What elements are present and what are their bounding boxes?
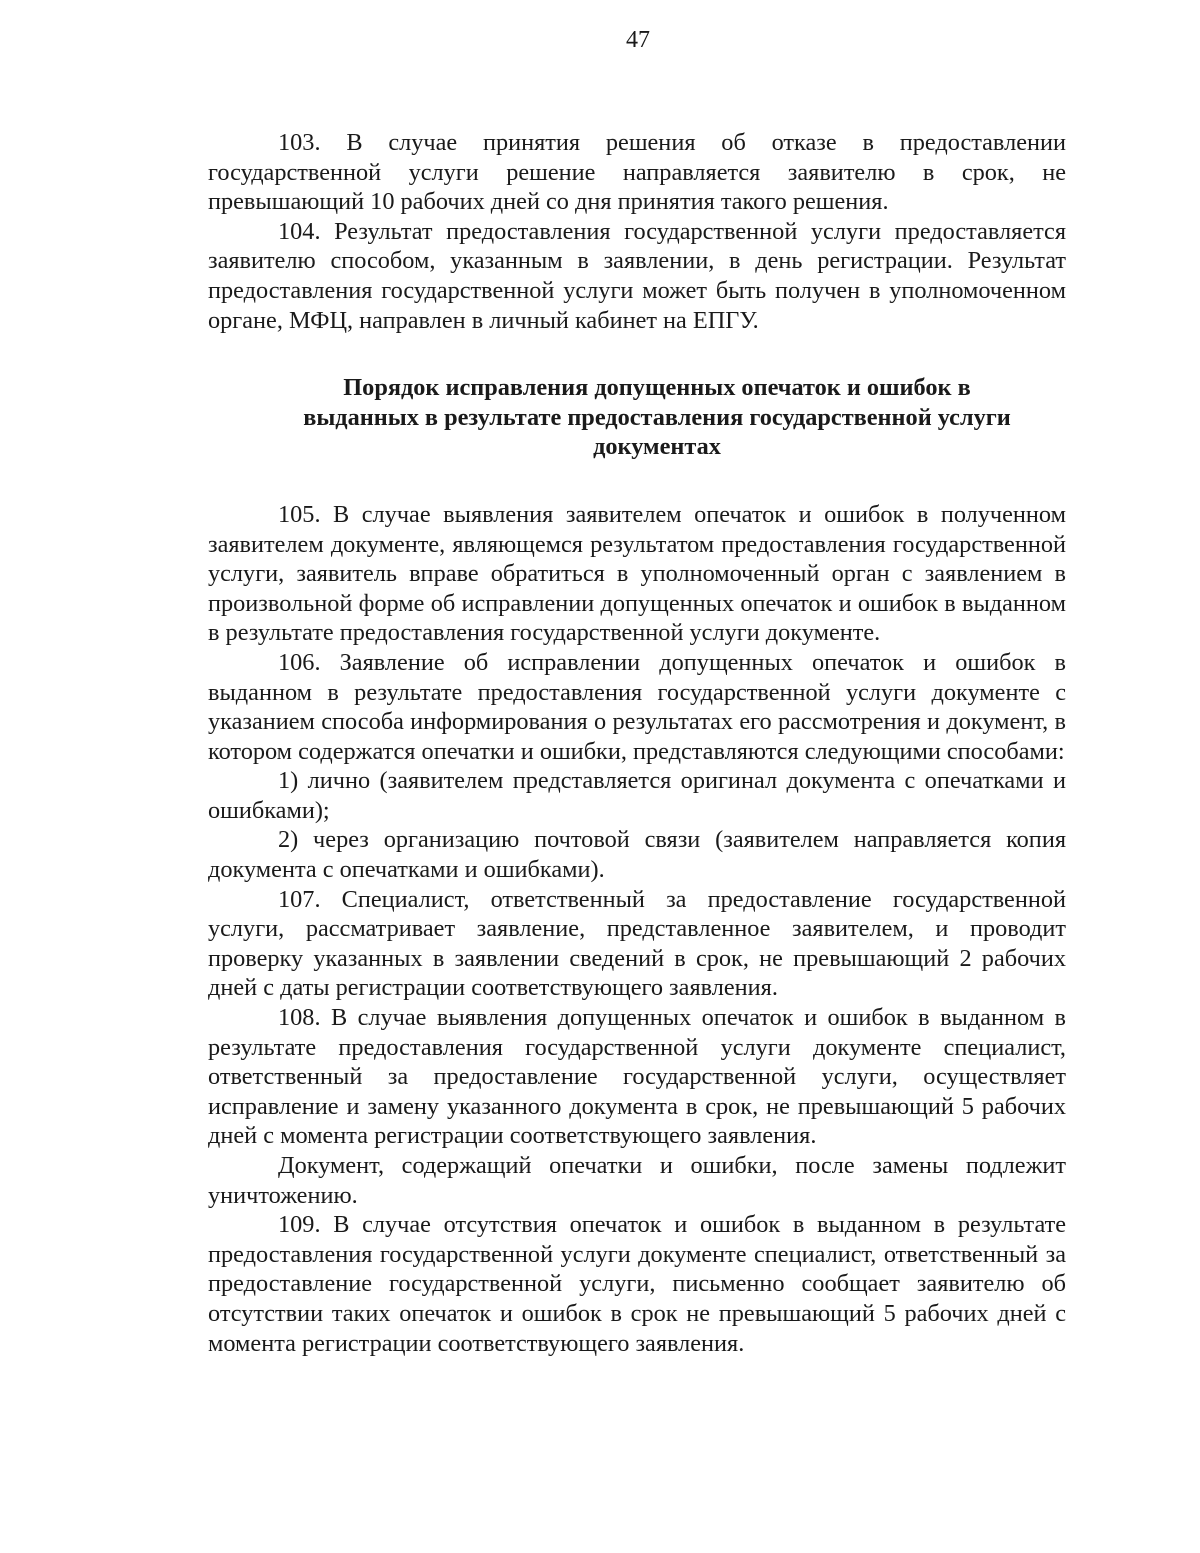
section-heading xyxy=(248,373,1066,462)
paragraph-104: 104. Результат предоставления государственной услуги предоставляется заявителю способом, указанным в заявлении, в день регистрации. Результат предоставления государственной услуги может быть получен в уполномоченном органе, МФЦ, направлен в личный кабинет на ЕПГУ. xyxy=(208,217,1066,334)
paragraph-document-destruction: Документ, содержащий опечатки и ошибки, после замены подлежит уничтожению. xyxy=(208,1152,1066,1209)
section-heading-line-2: выданных в результате предоставления государственной услуги xyxy=(303,403,1011,431)
paragraph-106: 106. Заявление об исправлении допущенных опечаток и ошибок в выданном в результате предоставления государственной услуги документе с указанием способа информирования о результатах его рассмотрения и документ, в котором содержатся опечатки и ошибки, представляются следующими способами: xyxy=(208,648,1066,765)
section-heading-line-1: Порядок исправления допущенных опечаток и ошибок в xyxy=(343,374,971,402)
paragraph-105: 105. В случае выявления заявителем опечаток и ошибок в полученном заявителем документе, являющемся результатом предоставления государственной услуги, заявитель вправе обратиться в уполномоченный орган с заявлением в произвольной форме об исправлении допущенных опечаток и ошибок в выданном в результате предоставления государственной услуги документе. xyxy=(208,500,1066,647)
page-number: 47 xyxy=(626,27,650,53)
section-heading-line-3: документах xyxy=(593,433,721,461)
document-body xyxy=(208,128,1066,1358)
paragraph-109: 109. В случае отсутствия опечаток и ошибок в выданном в результате предоставления государственной услуги документе специалист, ответственный за предоставление государственной услуги, письменно сообщает заявителю об отсутствии таких опечаток и ошибок в срок не превышающий 5 рабочих дней с момента регистрации соответствующего заявления. xyxy=(208,1211,1066,1357)
list-item-2: 2) через организацию почтовой связи (заявителем направляется копия документа с опечатками и ошибками). xyxy=(208,826,1066,884)
paragraph-108: 108. В случае выявления допущенных опечаток и ошибок в выданном в результате предоставления государственной услуги документе специалист, ответственный за предоставление государственной услуги, осуществляет исправление и замену указанного документа в срок, не превышающий 5 рабочих дней с момента регистрации соответствующего заявления. xyxy=(208,1004,1066,1150)
paragraph-107: 107. Специалист, ответственный за предоставление государственной услуги, рассматривает заявление, представленное заявителем, и проводит проверку указанных в заявлении сведений в срок, не превышающий 2 рабочих дней с даты регистрации соответствующего заявления. xyxy=(208,885,1066,1002)
list-item-1: 1) лично (заявителем представляется оригинал документа с опечатками и ошибками); xyxy=(208,767,1066,824)
paragraph-103: 103. В случае принятия решения об отказе в предоставлении государственной услуги решение направляется заявителю в срок, не превышающий 10 рабочих дней со дня принятия такого решения. xyxy=(208,129,1066,216)
